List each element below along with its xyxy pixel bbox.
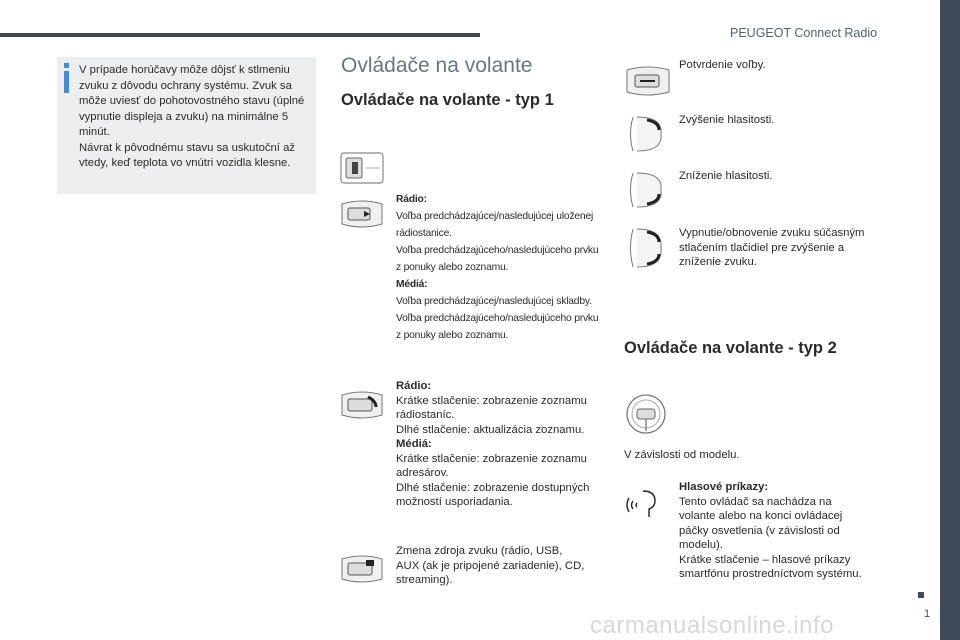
model-note: V závislosti od modelu. <box>624 449 740 461</box>
media-list-long: Dlhé stlačenie: zobrazenie dostupných možností usporiadania. <box>396 481 590 508</box>
voice-command-text <box>679 480 869 582</box>
label-media: Médiá: <box>396 438 432 450</box>
header-title: PEUGEOT Connect Radio <box>730 26 878 40</box>
label-voice: Hlasové príkazy: <box>679 481 769 493</box>
item-list-text <box>396 379 596 510</box>
media-list-short: Krátke stlačenie: zobrazenie zoznamu adresárov. <box>396 452 587 479</box>
source-control-icon <box>340 555 384 583</box>
volume-down-control-icon <box>625 170 665 210</box>
confirm-text: Potvrdenie voľby. <box>679 59 766 71</box>
label-radio: Rádio: <box>396 194 427 205</box>
media-seek-item: Voľba predchádzajúceho/nasledujúceho prvku z ponuky alebo zoznamu. <box>396 313 599 341</box>
item-source-text: Zmena zdroja zvuku (rádio, USB, AUX (ak je pripojené zariadenie), CD, streaming). <box>396 545 585 586</box>
volume-up-text: Zvýšenie hlasitosti. <box>679 114 775 126</box>
info-paragraph-2: Návrat k pôvodnému stavu sa uskutoční až vtedy, keď teplota vo vnútri vozidla klesne. <box>79 141 296 169</box>
info-text <box>79 63 315 172</box>
seek-control-icon <box>340 200 384 228</box>
label-radio: Rádio: <box>396 380 432 392</box>
volume-up-control-icon <box>625 114 665 154</box>
mute-text: Vypnutie/obnovenie zvuku súčasným stlačením tlačidiel pre zvýšenie a zníženie zvuku. <box>679 227 865 268</box>
steering-control-overview-icon <box>340 152 384 184</box>
info-icon <box>61 63 72 93</box>
media-seek-track: Voľba predchádzajúcej/nasledujúcej skladby. <box>396 296 592 307</box>
item-seek-text <box>396 191 601 344</box>
label-media: Médiá: <box>396 279 428 290</box>
type2-title: Ovládače na volante - typ 2 <box>624 339 837 357</box>
steering-wheel-icon <box>625 393 667 435</box>
radio-list-long: Dlhé stlačenie: aktualizácia zoznamu. <box>396 423 585 436</box>
voice-short-press: Krátke stlačenie – hlasové príkazy smartfónu prostredníctvom systému. <box>679 553 862 580</box>
section-title: Ovládače na volante <box>341 54 533 77</box>
radio-list-short: Krátke stlačenie: zobrazenie zoznamu rádiostaníc. <box>396 394 587 421</box>
volume-down-text: Zníženie hlasitosti. <box>679 170 773 182</box>
page-number: 1 <box>924 608 931 620</box>
voice-command-icon <box>625 487 661 523</box>
info-paragraph-1: V prípade horúčavy môže dôjsť k stlmeniu zvuku z dôvodu ochrany systému. Zvuk sa môže uviesť do pohotovostného stavu (úplné vypnutie displeja a zvuku) na minimálne 5 minút. <box>79 64 305 138</box>
page-marker-dot <box>918 592 924 598</box>
type1-title: Ovládače na volante - typ 1 <box>341 91 554 109</box>
header-bar <box>0 33 480 37</box>
radio-seek-station: Voľba predchádzajúcej/nasledujúcej uloženej rádiostanice. <box>396 211 594 239</box>
watermark: carmanualsonline.info <box>590 612 834 639</box>
radio-seek-item: Voľba predchádzajúceho/nasledujúceho prvku z ponuky alebo zoznamu. <box>396 245 599 273</box>
page-edge-strip <box>940 0 960 640</box>
voice-location: Tento ovládač sa nachádza na volante alebo na konci ovládacej páčky osvetlenia (v závislosti od modelu). <box>679 495 843 551</box>
confirm-control-icon <box>625 66 671 96</box>
list-control-icon <box>340 391 384 419</box>
mute-control-icon <box>625 226 665 270</box>
